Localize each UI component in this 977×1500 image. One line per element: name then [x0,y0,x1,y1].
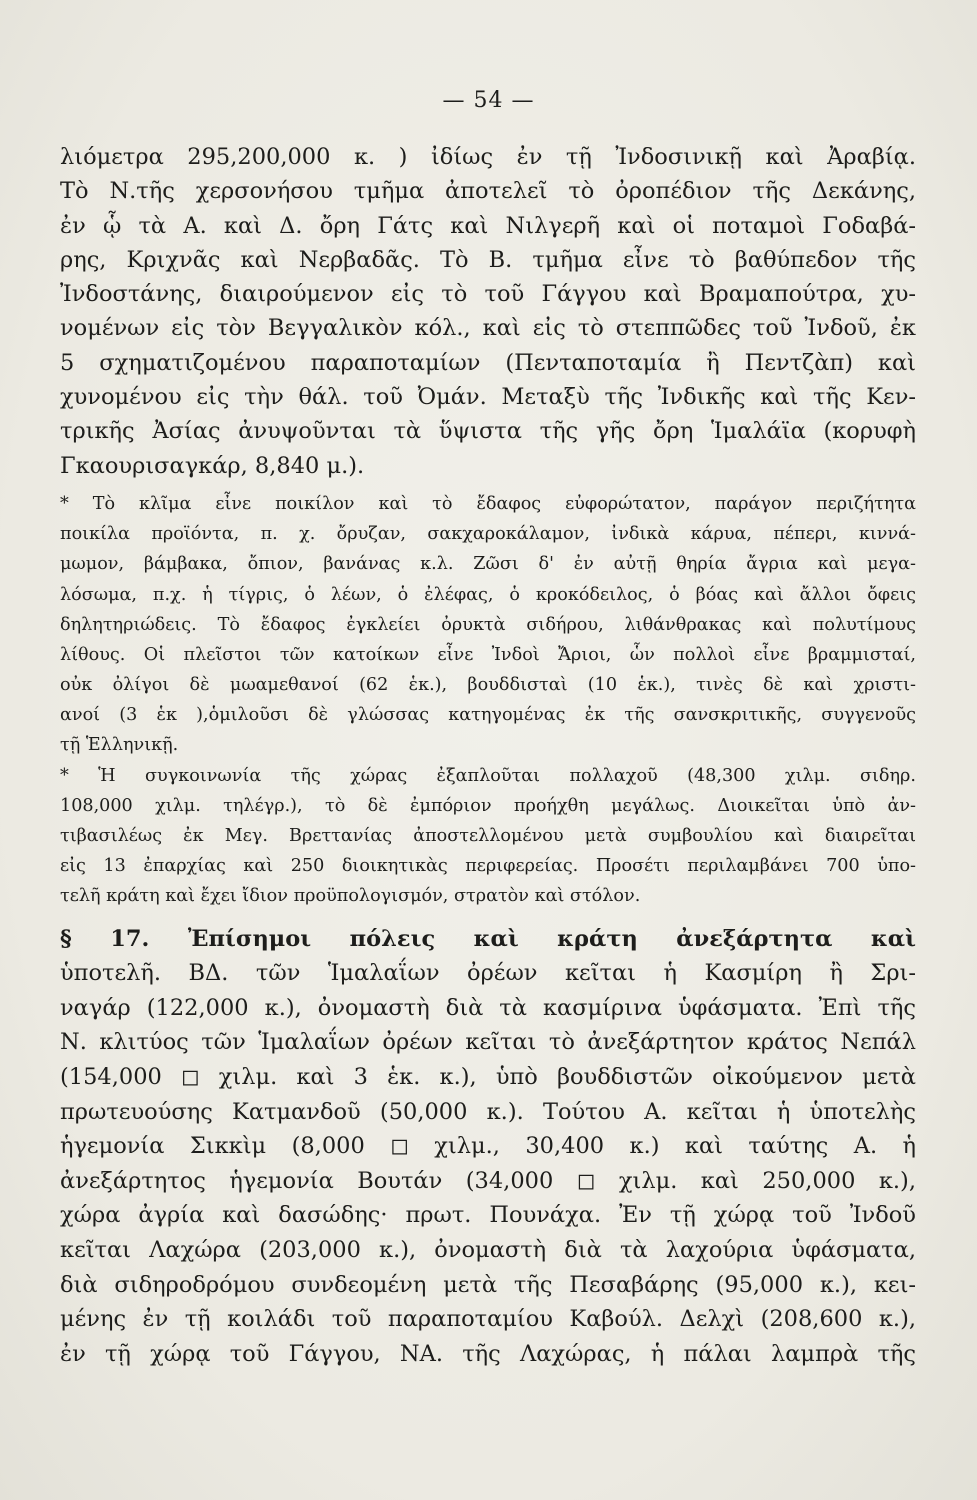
footnote-line: λίθους. Οἱ πλεῖστοι τῶν κατοίκων εἶνε Ἰνδοὶ Ἄριοι, ὧν πολλοὶ εἶνε βραμμισταί, [60,644,916,665]
footnote-line: 108,000 χιλμ. τηλέγρ.), τὸ δὲ ἐμπόριον προήχθη μεγάλως. Διοικεῖται ὑπὸ ἀν- [60,795,916,816]
footnote-line: * Ἡ συγκοινωνία τῆς χώρας ἐξαπλοῦται πολλαχοῦ (48,300 χιλμ. σιδηρ. [60,765,916,786]
text-line: κεῖται Λαχώρα (203,000 κ.), ὀνομαστὴ διὰ τὰ λαχούρια ὑφάσματα, [60,1236,916,1263]
text-line: λιόμετρα 295,200,000 κ. ) ἰδίως ἐν τῇ Ἰνδοσινικῇ καὶ Ἀραβίᾳ. [60,144,916,170]
text-line: ἐν ᾧ τὰ Α. καὶ Δ. ὄρη Γάτς καὶ Νιλγερῆ καὶ οἱ ποταμοὶ Γοδαβά- [60,212,916,239]
page-text [60,140,916,1371]
text-line: Ἰνδοστάνης, διαιρούμενον εἰς τὸ τοῦ Γάγγου καὶ Βραμαπούτρα, χυ- [60,281,916,308]
text-line: ἐν τῇ χώρᾳ τοῦ Γάγγου, ΝΑ. τῆς Λαχώρας, ἡ πάλαι λαμπρὰ τῆς [60,1340,916,1367]
footnote-climate [60,489,916,761]
text-line: ναγάρ (122,000 κ.), ὀνομαστὴ διὰ τὰ κασμίρινα ὑφάσματα. Ἐπὶ τῆς [60,994,916,1021]
footnote-line: ποικίλα προϊόντα, π. χ. ὄρυζαν, σακχαροκάλαμον, ἰνδικὰ κάρυα, πέπερι, κιννά- [60,524,916,545]
footnote-line: λόσωμα, π.χ. ἡ τίγρις, ὁ λέων, ὁ ἐλέφας, ὁ κροκόδειλος, ὁ βόας καὶ ἄλλοι ὄφεις [60,584,916,605]
paragraph-cities-states [60,922,916,1372]
text-line: Τὸ Ν.τῆς χερσονήσου τμῆμα ἀποτελεῖ τὸ ὀροπέδιον τῆς Δεκάνης, [60,178,916,205]
footnote-line: ανοί (3 ἑκ ),ὁμιλοῦσι δὲ γλώσσας κατηγομένας ἐκ τῆς σανσκριτικῆς, συγγενοῦς [60,705,916,726]
text-line: τρικῆς Ἀσίας ἀνυψοῦνται τὰ ὕψιστα τῆς γῆς ὄρη Ἱμαλάϊα (κορυφὴ [60,418,916,445]
footnote-line: δηλητηριώδεις. Τὸ ἔδαφος ἐγκλείει ὀρυκτὰ σιδήρου, λιθάνθρακας καὶ πολυτίμους [60,614,916,635]
footnote-line: οὐκ ὀλίγοι δὲ μωαμεθανοί (62 ἑκ.), βουδδισταὶ (10 ἑκ.), τινὲς δὲ καὶ χριστι- [60,675,916,696]
footnote-line: τελῆ κράτη καὶ ἔχει ἴδιον προϋπολογισμόν, στρατὸν καὶ στόλον. [60,886,641,907]
text-line: νομένων εἰς τὸν Βεγγαλικὸν κόλ., καὶ εἰς τὸ στεππῶδες τοῦ Ἰνδοῦ, ἐκ [60,315,916,342]
text-line: διὰ σιδηροδρόμου συνδεομένη μετὰ τῆς Πεσαβάρης (95,000 κ.), κει- [60,1271,916,1298]
text-line: ρης, Κριχνᾶς καὶ Νερβαδᾶς. Τὸ Β. τμῆμα εἶνε τὸ βαθύπεδον τῆς [60,246,916,273]
text-line: 5 σχηματιζομένου παραποταμίων (Πενταποταμία ἢ Πεντζὰπ) καὶ [60,349,916,376]
text-line: χώρα ἀγρία καὶ δασώδης· πρωτ. Πουνάχα. Ἐν τῇ χώρᾳ τοῦ Ἰνδοῦ [60,1202,916,1229]
text-line: χυνομένου εἰς τὴν θάλ. τοῦ Ὀμάν. Μεταξὺ τῆς Ἰνδικῆς καὶ τῆς Κεν- [60,384,916,411]
footnote-line: τιβασιλέως ἐκ Μεγ. Βρεττανίας ἀποστελλομένου μετὰ συμβουλίου καὶ διαιρεῖται [60,826,916,847]
text-line: ὑποτελῆ. ΒΔ. τῶν Ἱμαλαΐων ὀρέων κεῖται ἡ Κασμίρη ἢ Σρι- [60,960,916,987]
text-line: μένης ἐν τῇ κοιλάδι τοῦ παραποταμίου Καβούλ. Δελχὶ (208,600 κ.), [60,1306,916,1333]
footnote-line: τῇ Ἑλληνικῇ. [60,735,179,756]
page-number: — 54 — [442,88,535,113]
text-line: ἡγεμονία Σικκὶμ (8,000 ◻ χιλμ., 30,400 κ.) καὶ ταύτης Α. ἡ [60,1133,916,1160]
text-line: Γκαουρισαγκάρ, 8,840 μ.). [60,452,365,479]
footnote-line: * Τὸ κλῖμα εἶνε ποικίλον καὶ τὸ ἔδαφος εὐφορώτατον, παράγον περιζήτητα [60,493,916,514]
text-line: (154,000 ◻ χιλμ. καὶ 3 ἑκ. κ.), ὑπὸ βουδδιστῶν οἰκούμενον μετὰ [60,1063,916,1090]
text-line: πρωτευούσης Κατμανδοῦ (50,000 κ.). Τούτου Α. κεῖται ἡ ὑποτελὴς [60,1098,916,1125]
footnote-line: μωμον, βάμβακα, ὄπιον, βανάνας κ.λ. Ζῶσι δ' ἐν αὐτῇ θηρία ἄγρια καὶ μεγα- [60,554,916,575]
footnote-line: εἰς 13 ἐπαρχίας καὶ 250 διοικητικὰς περιφερείας. Προσέτι περιλαμβάνει 700 ὑπο- [60,856,916,877]
footnote-communications [60,761,916,912]
text-line: Ν. κλιτύος τῶν Ἱμαλαΐων ὀρέων κεῖται τὸ ἀνεξάρτητον κράτος Νεπάλ [60,1029,916,1056]
section-heading: § 17. Ἐπίσημοι πόλεις καὶ κράτη ἀνεξάρτητα καὶ [60,925,916,952]
paragraph-india-geography [60,140,916,483]
text-line: ἀνεξάρτητος ἡγεμονία Βουτάν (34,000 ◻ χιλμ. καὶ 250,000 κ.), [60,1167,916,1194]
